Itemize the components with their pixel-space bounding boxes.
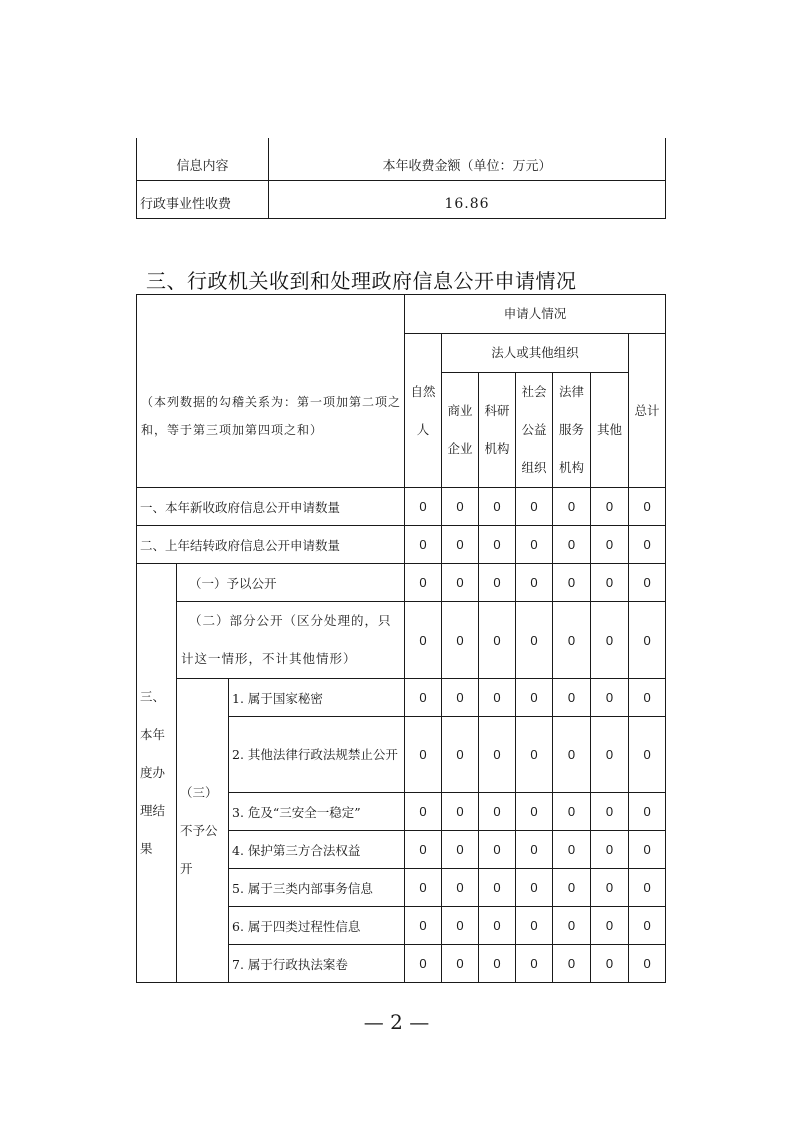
row-label: 5. 属于三类内部事务信息 — [229, 869, 405, 907]
row-label: 1. 属于国家秘密 — [229, 679, 405, 717]
header-public-welfare — [516, 373, 553, 488]
header-applicant-situation: 申请人情况 — [405, 295, 666, 334]
fee-table — [136, 138, 666, 219]
table-row — [137, 602, 666, 679]
row-label: 7. 属于行政执法案卷 — [229, 945, 405, 983]
cell-value: 0 — [553, 869, 591, 907]
cell-value: 0 — [516, 564, 553, 602]
cell-value: 0 — [591, 907, 629, 945]
cell-value: 0 — [405, 679, 442, 717]
cell-value: 0 — [553, 602, 591, 679]
cell-value: 0 — [553, 488, 591, 526]
cell-value: 0 — [405, 907, 442, 945]
cell-value: 0 — [405, 717, 442, 793]
header-commercial-label: 商业企业 — [447, 403, 473, 456]
not-public-group-cell — [177, 679, 229, 983]
cell-value: 0 — [629, 793, 666, 831]
cell-value: 0 — [442, 488, 479, 526]
page-number: — 2 — — [363, 1010, 430, 1034]
cell-value: 0 — [516, 907, 553, 945]
cell-value: 0 — [479, 945, 516, 983]
row-label: 6. 属于四类过程性信息 — [229, 907, 405, 945]
cell-value: 0 — [516, 488, 553, 526]
cell-value: 0 — [591, 564, 629, 602]
cell-value: 0 — [591, 831, 629, 869]
header-natural-person — [405, 334, 442, 488]
table-row — [137, 679, 666, 717]
consistency-note: （本列数据的勾稽关系为：第一项加第二项之和，等于第三项加第四项之和） — [141, 395, 402, 437]
row-label: 4. 保护第三方合法权益 — [229, 831, 405, 869]
cell-value: 0 — [479, 679, 516, 717]
cell-value: 0 — [553, 907, 591, 945]
cell-value: 0 — [516, 602, 553, 679]
cell-value: 0 — [591, 679, 629, 717]
header-commercial — [442, 373, 479, 488]
cell-value: 0 — [629, 488, 666, 526]
cell-value: 0 — [629, 945, 666, 983]
row-label: （一）予以公开 — [177, 564, 405, 602]
header-legal-service-label: 法律服务机构 — [559, 384, 585, 475]
cell-value: 0 — [591, 793, 629, 831]
cell-value: 0 — [591, 488, 629, 526]
row-label: 3. 危及“三安全一稳定” — [229, 793, 405, 831]
cell-value: 0 — [405, 831, 442, 869]
cell-value: 0 — [516, 945, 553, 983]
cell-value: 0 — [553, 679, 591, 717]
cell-value: 0 — [479, 526, 516, 564]
fee-table-row — [137, 180, 666, 218]
cell-value: 0 — [629, 831, 666, 869]
cell-value: 0 — [516, 526, 553, 564]
cell-value: 0 — [479, 831, 516, 869]
cell-value: 0 — [442, 831, 479, 869]
row-label-cell — [177, 602, 405, 679]
row-label: （二）部分公开（区分处理的，只计这一情形，不计其他情形） — [181, 613, 392, 666]
cell-value: 0 — [553, 945, 591, 983]
fee-table-header-row — [137, 138, 666, 180]
cell-value: 0 — [591, 602, 629, 679]
cell-value: 0 — [516, 869, 553, 907]
fee-header-content: 信息内容 — [137, 138, 269, 180]
cell-value: 0 — [629, 526, 666, 564]
cell-value: 0 — [479, 793, 516, 831]
cell-value: 0 — [591, 869, 629, 907]
table-row — [137, 564, 666, 602]
cell-value: 0 — [442, 907, 479, 945]
cell-value: 0 — [629, 679, 666, 717]
cell-value: 0 — [405, 869, 442, 907]
cell-value: 0 — [442, 945, 479, 983]
cell-value: 0 — [591, 526, 629, 564]
cell-value: 0 — [553, 831, 591, 869]
result-group-label: 三、本年度办理结果 — [140, 689, 166, 856]
table-row — [137, 488, 666, 526]
cell-value: 0 — [442, 564, 479, 602]
cell-value: 0 — [516, 831, 553, 869]
cell-value: 0 — [442, 602, 479, 679]
row-label: 一、本年新收政府信息公开申请数量 — [137, 488, 405, 526]
fee-row-value: 16.86 — [269, 180, 666, 218]
row-label: 2. 其他法律行政法规禁止公开 — [232, 746, 398, 762]
header-public-welfare-label: 社会公益组织 — [521, 384, 547, 475]
header-other — [591, 373, 629, 488]
result-group-cell — [137, 564, 177, 983]
not-public-label: （三）不予公开 — [180, 785, 218, 876]
cell-value: 0 — [479, 564, 516, 602]
cell-value: 0 — [629, 907, 666, 945]
header-legal-person-group: 法人或其他组织 — [442, 334, 629, 373]
header-total: 总计 — [629, 334, 666, 488]
cell-value: 0 — [479, 869, 516, 907]
row-label-cell — [229, 717, 405, 793]
cell-value: 0 — [405, 564, 442, 602]
cell-value: 0 — [479, 717, 516, 793]
cell-value: 0 — [405, 488, 442, 526]
cell-value: 0 — [591, 945, 629, 983]
cell-value: 0 — [442, 526, 479, 564]
fee-row-label: 行政事业性收费 — [137, 180, 269, 218]
cell-value: 0 — [479, 907, 516, 945]
cell-value: 0 — [553, 564, 591, 602]
cell-value: 0 — [479, 602, 516, 679]
cell-value: 0 — [405, 945, 442, 983]
cell-value: 0 — [553, 717, 591, 793]
header-row-1 — [137, 295, 666, 334]
cell-value: 0 — [629, 564, 666, 602]
header-research — [479, 373, 516, 488]
header-legal-service — [553, 373, 591, 488]
cell-value: 0 — [553, 793, 591, 831]
header-other-label: 其他 — [597, 422, 623, 437]
cell-value: 0 — [516, 679, 553, 717]
cell-value: 0 — [442, 869, 479, 907]
cell-value: 0 — [629, 869, 666, 907]
cell-value: 0 — [405, 602, 442, 679]
cell-value: 0 — [629, 602, 666, 679]
header-research-label: 科研机构 — [484, 403, 510, 456]
cell-value: 0 — [629, 717, 666, 793]
cell-value: 0 — [516, 793, 553, 831]
table-row — [137, 526, 666, 564]
row-label: 二、上年结转政府信息公开申请数量 — [137, 526, 405, 564]
cell-value: 0 — [516, 717, 553, 793]
cell-value: 0 — [553, 526, 591, 564]
note-cell — [137, 295, 405, 488]
fee-header-amount: 本年收费金额（单位：万元） — [269, 138, 666, 180]
header-natural-person-label: 自然人 — [410, 383, 436, 437]
cell-value: 0 — [405, 793, 442, 831]
cell-value: 0 — [479, 488, 516, 526]
cell-value: 0 — [442, 717, 479, 793]
cell-value: 0 — [591, 717, 629, 793]
cell-value: 0 — [405, 526, 442, 564]
application-table — [136, 294, 666, 983]
section-title: 三、行政机关收到和处理政府信息公开申请情况 — [146, 269, 577, 293]
cell-value: 0 — [442, 679, 479, 717]
cell-value: 0 — [442, 793, 479, 831]
